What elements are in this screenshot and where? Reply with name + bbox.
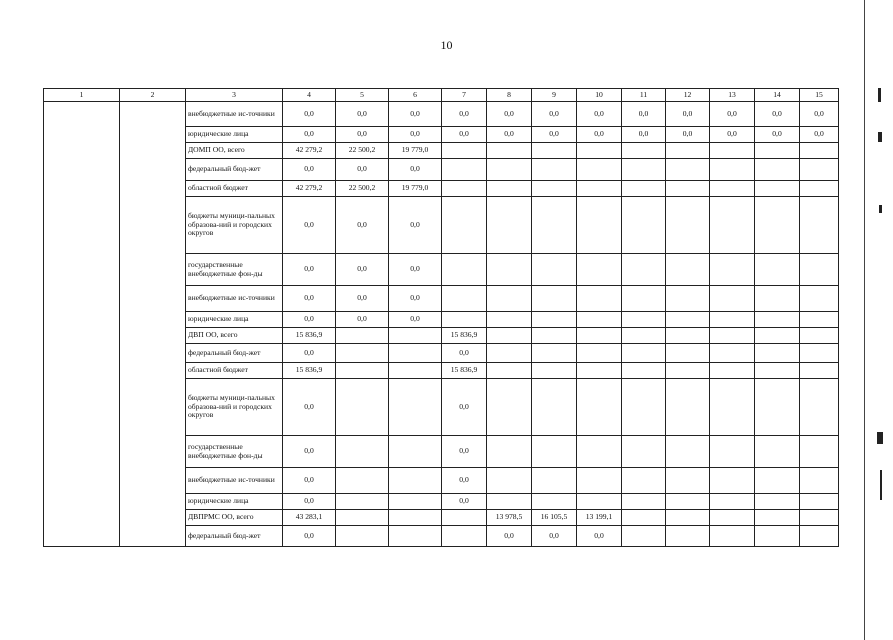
value-cell xyxy=(442,159,487,181)
column-header: 13 xyxy=(710,89,755,102)
value-cell: 0,0 xyxy=(755,127,800,143)
value-cell xyxy=(532,286,577,312)
value-cell xyxy=(442,181,487,197)
header-row xyxy=(44,89,839,102)
value-cell: 0,0 xyxy=(577,127,622,143)
value-cell xyxy=(336,363,389,379)
value-cell xyxy=(389,510,442,526)
value-cell xyxy=(389,379,442,436)
value-cell xyxy=(622,468,666,494)
value-cell: 15 836,9 xyxy=(442,363,487,379)
row-label: федеральный бюд-жет xyxy=(186,526,283,547)
value-cell: 0,0 xyxy=(283,344,336,363)
value-cell xyxy=(336,344,389,363)
value-cell: 15 836,9 xyxy=(442,328,487,344)
value-cell xyxy=(336,526,389,547)
column-2-cell xyxy=(120,102,186,547)
value-cell xyxy=(800,344,839,363)
value-cell: 0,0 xyxy=(442,494,487,510)
row-label: бюджеты муници-пальных образова-ний и городских округов xyxy=(186,379,283,436)
column-header: 7 xyxy=(442,89,487,102)
value-cell xyxy=(532,379,577,436)
table-row xyxy=(44,102,839,127)
scan-mark xyxy=(880,470,882,500)
value-cell xyxy=(666,379,710,436)
value-cell xyxy=(666,344,710,363)
scan-mark xyxy=(878,132,882,142)
value-cell xyxy=(755,344,800,363)
row-label: юридические лица xyxy=(186,127,283,143)
value-cell xyxy=(755,159,800,181)
value-cell xyxy=(755,197,800,254)
value-cell xyxy=(666,363,710,379)
value-cell xyxy=(532,312,577,328)
value-cell xyxy=(487,143,532,159)
value-cell: 0,0 xyxy=(577,526,622,547)
row-label: ДВП ОО, всего xyxy=(186,328,283,344)
value-cell xyxy=(532,254,577,286)
value-cell xyxy=(532,181,577,197)
value-cell xyxy=(442,510,487,526)
value-cell xyxy=(755,254,800,286)
column-header: 5 xyxy=(336,89,389,102)
value-cell: 0,0 xyxy=(283,102,336,127)
value-cell xyxy=(800,328,839,344)
value-cell xyxy=(487,468,532,494)
value-cell xyxy=(755,379,800,436)
value-cell: 0,0 xyxy=(710,127,755,143)
value-cell xyxy=(622,159,666,181)
row-label: бюджеты муници-пальных образова-ний и городских округов xyxy=(186,197,283,254)
value-cell: 13 199,1 xyxy=(577,510,622,526)
value-cell: 0,0 xyxy=(710,102,755,127)
row-label: юридические лица xyxy=(186,494,283,510)
value-cell xyxy=(710,254,755,286)
value-cell xyxy=(710,159,755,181)
value-cell xyxy=(800,379,839,436)
value-cell: 0,0 xyxy=(336,312,389,328)
value-cell: 0,0 xyxy=(283,254,336,286)
column-header: 10 xyxy=(577,89,622,102)
value-cell xyxy=(666,436,710,468)
value-cell: 0,0 xyxy=(336,159,389,181)
value-cell xyxy=(336,436,389,468)
value-cell xyxy=(336,328,389,344)
value-cell xyxy=(487,328,532,344)
column-header: 12 xyxy=(666,89,710,102)
value-cell xyxy=(755,363,800,379)
value-cell xyxy=(577,159,622,181)
row-label: внебюджетные ис-точники xyxy=(186,286,283,312)
value-cell xyxy=(389,344,442,363)
value-cell xyxy=(710,379,755,436)
value-cell xyxy=(577,363,622,379)
value-cell: 15 836,9 xyxy=(283,363,336,379)
value-cell xyxy=(389,363,442,379)
value-cell: 0,0 xyxy=(283,286,336,312)
value-cell: 0,0 xyxy=(532,127,577,143)
value-cell xyxy=(577,254,622,286)
value-cell xyxy=(487,494,532,510)
row-label: юридические лица xyxy=(186,312,283,328)
value-cell: 0,0 xyxy=(442,127,487,143)
value-cell: 0,0 xyxy=(389,127,442,143)
value-cell xyxy=(532,494,577,510)
value-cell xyxy=(622,312,666,328)
scan-mark xyxy=(878,88,881,102)
value-cell xyxy=(710,436,755,468)
value-cell: 0,0 xyxy=(442,102,487,127)
value-cell xyxy=(389,328,442,344)
value-cell: 0,0 xyxy=(487,526,532,547)
value-cell xyxy=(666,468,710,494)
value-cell xyxy=(532,143,577,159)
value-cell: 0,0 xyxy=(755,102,800,127)
value-cell xyxy=(622,181,666,197)
value-cell xyxy=(666,312,710,328)
value-cell xyxy=(487,379,532,436)
value-cell: 16 105,5 xyxy=(532,510,577,526)
value-cell xyxy=(666,286,710,312)
value-cell xyxy=(487,312,532,328)
value-cell xyxy=(577,181,622,197)
value-cell: 0,0 xyxy=(336,102,389,127)
value-cell xyxy=(577,143,622,159)
value-cell xyxy=(710,197,755,254)
value-cell xyxy=(622,328,666,344)
value-cell: 0,0 xyxy=(283,379,336,436)
value-cell: 0,0 xyxy=(283,494,336,510)
value-cell xyxy=(532,468,577,494)
row-label: областной бюджет xyxy=(186,363,283,379)
value-cell xyxy=(577,197,622,254)
value-cell xyxy=(800,254,839,286)
value-cell xyxy=(800,312,839,328)
value-cell: 0,0 xyxy=(487,102,532,127)
value-cell xyxy=(532,344,577,363)
value-cell xyxy=(622,197,666,254)
value-cell xyxy=(622,363,666,379)
value-cell xyxy=(800,197,839,254)
value-cell xyxy=(755,526,800,547)
value-cell xyxy=(532,159,577,181)
value-cell: 0,0 xyxy=(389,286,442,312)
value-cell: 0,0 xyxy=(389,159,442,181)
value-cell xyxy=(755,181,800,197)
row-label: внебюджетные ис-точники xyxy=(186,468,283,494)
value-cell: 42 279,2 xyxy=(283,181,336,197)
column-header: 14 xyxy=(755,89,800,102)
value-cell: 0,0 xyxy=(800,127,839,143)
row-label: государственные внебюджетные фон-ды xyxy=(186,436,283,468)
value-cell xyxy=(336,379,389,436)
value-cell xyxy=(532,363,577,379)
value-cell xyxy=(800,510,839,526)
column-header: 2 xyxy=(120,89,186,102)
value-cell: 0,0 xyxy=(283,312,336,328)
value-cell xyxy=(755,328,800,344)
value-cell xyxy=(577,468,622,494)
value-cell: 0,0 xyxy=(622,102,666,127)
value-cell xyxy=(710,510,755,526)
value-cell: 22 500,2 xyxy=(336,143,389,159)
column-header: 1 xyxy=(44,89,120,102)
value-cell xyxy=(666,143,710,159)
scan-mark xyxy=(877,432,883,444)
value-cell xyxy=(577,494,622,510)
value-cell: 0,0 xyxy=(336,286,389,312)
value-cell xyxy=(532,328,577,344)
value-cell xyxy=(622,379,666,436)
value-cell: 0,0 xyxy=(666,102,710,127)
value-cell xyxy=(755,143,800,159)
value-cell xyxy=(577,379,622,436)
row-label: областной бюджет xyxy=(186,181,283,197)
value-cell: 19 779,0 xyxy=(389,181,442,197)
value-cell xyxy=(487,197,532,254)
value-cell xyxy=(755,436,800,468)
value-cell xyxy=(710,328,755,344)
value-cell xyxy=(710,312,755,328)
value-cell xyxy=(666,159,710,181)
value-cell xyxy=(577,286,622,312)
page-number: 10 xyxy=(440,38,453,52)
column-header: 8 xyxy=(487,89,532,102)
value-cell xyxy=(442,286,487,312)
value-cell xyxy=(710,344,755,363)
value-cell xyxy=(755,510,800,526)
value-cell xyxy=(710,494,755,510)
value-cell xyxy=(710,526,755,547)
value-cell: 0,0 xyxy=(389,312,442,328)
value-cell: 0,0 xyxy=(442,344,487,363)
value-cell xyxy=(800,181,839,197)
scan-edge-line xyxy=(864,0,865,640)
value-cell xyxy=(487,286,532,312)
value-cell xyxy=(336,468,389,494)
value-cell: 0,0 xyxy=(389,102,442,127)
value-cell xyxy=(666,254,710,286)
value-cell xyxy=(532,436,577,468)
column-header: 11 xyxy=(622,89,666,102)
value-cell: 0,0 xyxy=(442,436,487,468)
value-cell xyxy=(622,143,666,159)
value-cell xyxy=(442,143,487,159)
value-cell xyxy=(800,468,839,494)
value-cell: 42 279,2 xyxy=(283,143,336,159)
value-cell xyxy=(577,436,622,468)
value-cell xyxy=(622,526,666,547)
scan-mark xyxy=(879,205,882,213)
value-cell xyxy=(622,254,666,286)
value-cell xyxy=(336,510,389,526)
budget-table xyxy=(43,88,839,547)
value-cell xyxy=(800,436,839,468)
column-1-cell xyxy=(44,102,120,547)
value-cell: 22 500,2 xyxy=(336,181,389,197)
value-cell: 0,0 xyxy=(800,102,839,127)
value-cell xyxy=(622,286,666,312)
value-cell xyxy=(622,510,666,526)
row-label: ДОМП ОО, всего xyxy=(186,143,283,159)
value-cell xyxy=(577,328,622,344)
value-cell xyxy=(710,286,755,312)
value-cell xyxy=(442,197,487,254)
value-cell: 0,0 xyxy=(666,127,710,143)
value-cell xyxy=(487,159,532,181)
value-cell xyxy=(800,159,839,181)
value-cell: 0,0 xyxy=(283,127,336,143)
value-cell xyxy=(710,181,755,197)
value-cell: 0,0 xyxy=(622,127,666,143)
value-cell: 0,0 xyxy=(442,379,487,436)
value-cell: 13 978,5 xyxy=(487,510,532,526)
value-cell xyxy=(666,181,710,197)
value-cell xyxy=(577,344,622,363)
row-label: внебюджетные ис-точники xyxy=(186,102,283,127)
value-cell xyxy=(710,468,755,494)
value-cell: 0,0 xyxy=(577,102,622,127)
value-cell: 0,0 xyxy=(283,159,336,181)
value-cell: 0,0 xyxy=(389,197,442,254)
value-cell xyxy=(487,181,532,197)
column-header: 3 xyxy=(186,89,283,102)
value-cell: 0,0 xyxy=(283,436,336,468)
value-cell xyxy=(389,468,442,494)
value-cell: 0,0 xyxy=(487,127,532,143)
value-cell: 0,0 xyxy=(336,197,389,254)
value-cell xyxy=(755,468,800,494)
value-cell xyxy=(622,344,666,363)
value-cell xyxy=(442,312,487,328)
value-cell: 15 836,9 xyxy=(283,328,336,344)
value-cell xyxy=(755,494,800,510)
column-header: 15 xyxy=(800,89,839,102)
value-cell: 0,0 xyxy=(336,127,389,143)
value-cell xyxy=(666,328,710,344)
value-cell xyxy=(487,436,532,468)
value-cell xyxy=(577,312,622,328)
value-cell xyxy=(389,494,442,510)
value-cell: 0,0 xyxy=(389,254,442,286)
value-cell: 0,0 xyxy=(532,526,577,547)
value-cell xyxy=(487,363,532,379)
value-cell xyxy=(800,494,839,510)
row-label: ДВПРМС ОО, всего xyxy=(186,510,283,526)
value-cell xyxy=(800,143,839,159)
value-cell xyxy=(710,363,755,379)
value-cell xyxy=(755,286,800,312)
value-cell xyxy=(800,526,839,547)
column-header: 6 xyxy=(389,89,442,102)
value-cell xyxy=(442,526,487,547)
value-cell xyxy=(666,197,710,254)
value-cell xyxy=(389,436,442,468)
value-cell xyxy=(666,526,710,547)
value-cell xyxy=(487,344,532,363)
row-label: федеральный бюд-жет xyxy=(186,344,283,363)
row-label: федеральный бюд-жет xyxy=(186,159,283,181)
column-header: 4 xyxy=(283,89,336,102)
value-cell: 0,0 xyxy=(532,102,577,127)
value-cell xyxy=(666,510,710,526)
value-cell: 43 283,1 xyxy=(283,510,336,526)
column-header: 9 xyxy=(532,89,577,102)
value-cell xyxy=(622,436,666,468)
value-cell xyxy=(389,526,442,547)
value-cell xyxy=(755,312,800,328)
value-cell: 0,0 xyxy=(442,468,487,494)
value-cell xyxy=(666,494,710,510)
value-cell xyxy=(710,143,755,159)
value-cell xyxy=(336,494,389,510)
value-cell xyxy=(622,494,666,510)
value-cell: 0,0 xyxy=(283,468,336,494)
value-cell: 0,0 xyxy=(283,197,336,254)
value-cell xyxy=(800,286,839,312)
value-cell xyxy=(487,254,532,286)
value-cell xyxy=(800,363,839,379)
value-cell xyxy=(532,197,577,254)
row-label: государственные внебюджетные фон-ды xyxy=(186,254,283,286)
value-cell: 0,0 xyxy=(336,254,389,286)
value-cell: 0,0 xyxy=(283,526,336,547)
value-cell: 19 779,0 xyxy=(389,143,442,159)
value-cell xyxy=(442,254,487,286)
